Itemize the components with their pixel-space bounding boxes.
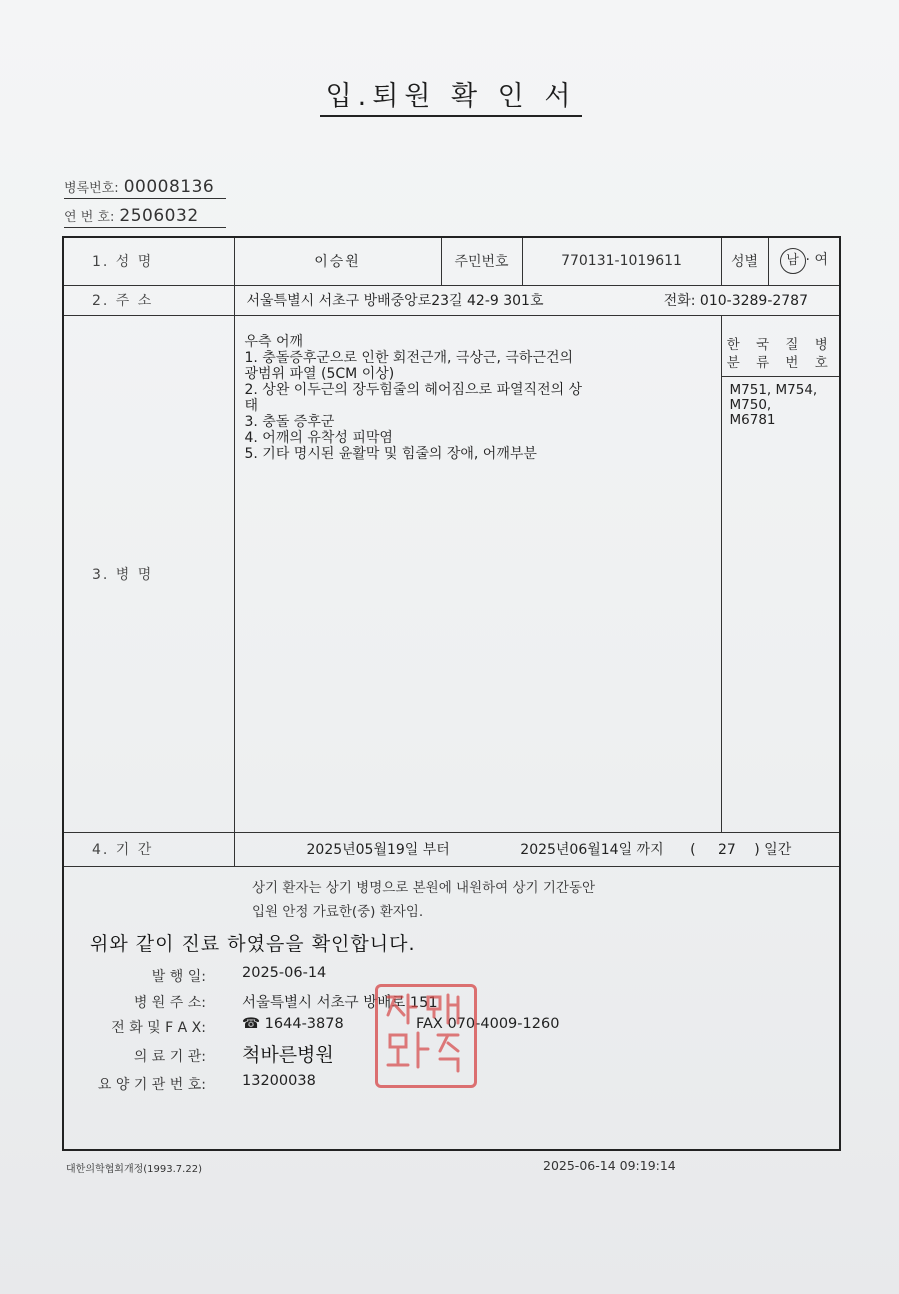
issue-date-label: 발 행 일: — [151, 968, 206, 985]
institution-code: 13200038 — [242, 1072, 316, 1089]
name-label: 1. 성 명 — [63, 237, 234, 285]
patient-address: 서울특별시 서초구 방배중앙로23길 42-9 301호 — [246, 293, 544, 309]
row-name — [63, 237, 840, 285]
diagnosis-line: 광범위 파열 (5CM 이상) — [244, 365, 395, 382]
address-label: 2. 주 소 — [63, 285, 234, 315]
institution-label: 의 료 기 관: — [133, 1048, 206, 1065]
certificate-table — [62, 236, 841, 1151]
period-days: 27 — [717, 842, 736, 858]
hospital-seal-stamp — [375, 984, 477, 1088]
hospital-phone: ☎ 1644-3878 — [242, 1015, 344, 1032]
patient-phone: 전화: 010-3289-2787 — [663, 293, 809, 309]
diagnosis-line: 우측 어깨 — [244, 333, 304, 350]
kcd-codes-line1: M751, M754, M750, — [729, 381, 818, 413]
registration-number — [64, 177, 226, 199]
registration-number-label: 병록번호: — [64, 181, 119, 196]
diagnosis-line: 2. 상완 이두근의 장두힘줄의 헤어짐으로 파열직전의 상 — [244, 381, 583, 398]
hospital-fax: FAX 070-4009-1260 — [416, 1015, 560, 1032]
gender-separator: · — [805, 252, 810, 269]
gender-label: 성별 — [721, 237, 768, 285]
diagnosis-line: 3. 충돌 증후군 — [244, 413, 335, 430]
gender-value — [768, 237, 840, 285]
hospital-address: 서울특별시 서초구 방배로 151 — [242, 994, 438, 1011]
gender-female: 여 — [814, 252, 828, 269]
diagnosis-text — [234, 315, 721, 832]
diagnosis-label: 3. 병 명 — [63, 315, 234, 832]
row-diagnosis — [63, 315, 840, 832]
row-statement — [63, 866, 840, 1150]
period-to: 2025년06월14일 까지 — [520, 842, 664, 858]
document-title: 입.퇴원 확 인 서 — [320, 74, 582, 117]
kcd-codes — [722, 377, 840, 434]
diagnosis-line: 4. 어깨의 유착성 피막염 — [244, 429, 393, 446]
serial-number — [64, 206, 226, 228]
kcd-header — [722, 316, 840, 377]
institution-name: 척바른병원 — [242, 1043, 334, 1066]
seal-glyph-icon — [378, 987, 468, 1079]
rrn-label: 주민번호 — [441, 237, 522, 285]
statement-block — [64, 867, 839, 1149]
period-cell — [234, 832, 840, 866]
footer-timestamp: 2025-06-14 09:19:14 — [543, 1158, 676, 1173]
period-label: 4. 기 간 — [63, 832, 234, 866]
statement-cell — [63, 866, 840, 1150]
period-from: 2025년05월19일 부터 — [306, 842, 450, 858]
row-address — [63, 285, 840, 315]
serial-number-label: 연 번 호: — [64, 210, 115, 225]
confirmation-text: 위와 같이 진료 하였음을 확인합니다. — [90, 932, 416, 955]
issue-date: 2025-06-14 — [242, 964, 327, 981]
diagnosis-line: 5. 기타 명시된 윤활막 및 힘줄의 장애, 어깨부분 — [244, 445, 537, 462]
statement-line2: 입원 안정 가료한(중) 환자임. — [252, 903, 424, 920]
period-days-open: ( — [690, 842, 696, 858]
hospital-address-label: 병 원 주 소: — [133, 994, 206, 1011]
diagnosis-line: 태 — [244, 397, 259, 414]
institution-code-label: 요 양 기 관 번 호: — [97, 1076, 206, 1093]
footer-form-revision: 대한의학협회개정(1993.7.22) — [66, 1164, 202, 1175]
address-cell — [234, 285, 840, 315]
gender-male-circled: 남 — [780, 248, 806, 274]
rrn-value: 770131-1019611 — [522, 237, 721, 285]
registration-number-value: 00008136 — [123, 177, 215, 197]
diagnosis-line: 1. 충돌증후군으로 인한 회전근개, 극상근, 극하근건의 — [244, 349, 574, 366]
patient-name: 이승원 — [234, 237, 441, 285]
serial-number-value: 2506032 — [119, 206, 199, 226]
statement-line1: 상기 환자는 상기 병명으로 본원에 내원하여 상기 기간동안 — [252, 879, 596, 896]
period-days-close: ) 일간 — [754, 842, 792, 858]
kcd-header-line2: 분 류 번 호 — [726, 354, 834, 371]
kcd-codes-line2: M6781 — [729, 411, 776, 428]
row-period — [63, 832, 840, 866]
kcd-header-line1: 한 국 질 병 — [726, 336, 834, 353]
kcd-cell — [721, 315, 840, 832]
phone-fax-label: 전 화 및 F A X: — [111, 1019, 206, 1036]
